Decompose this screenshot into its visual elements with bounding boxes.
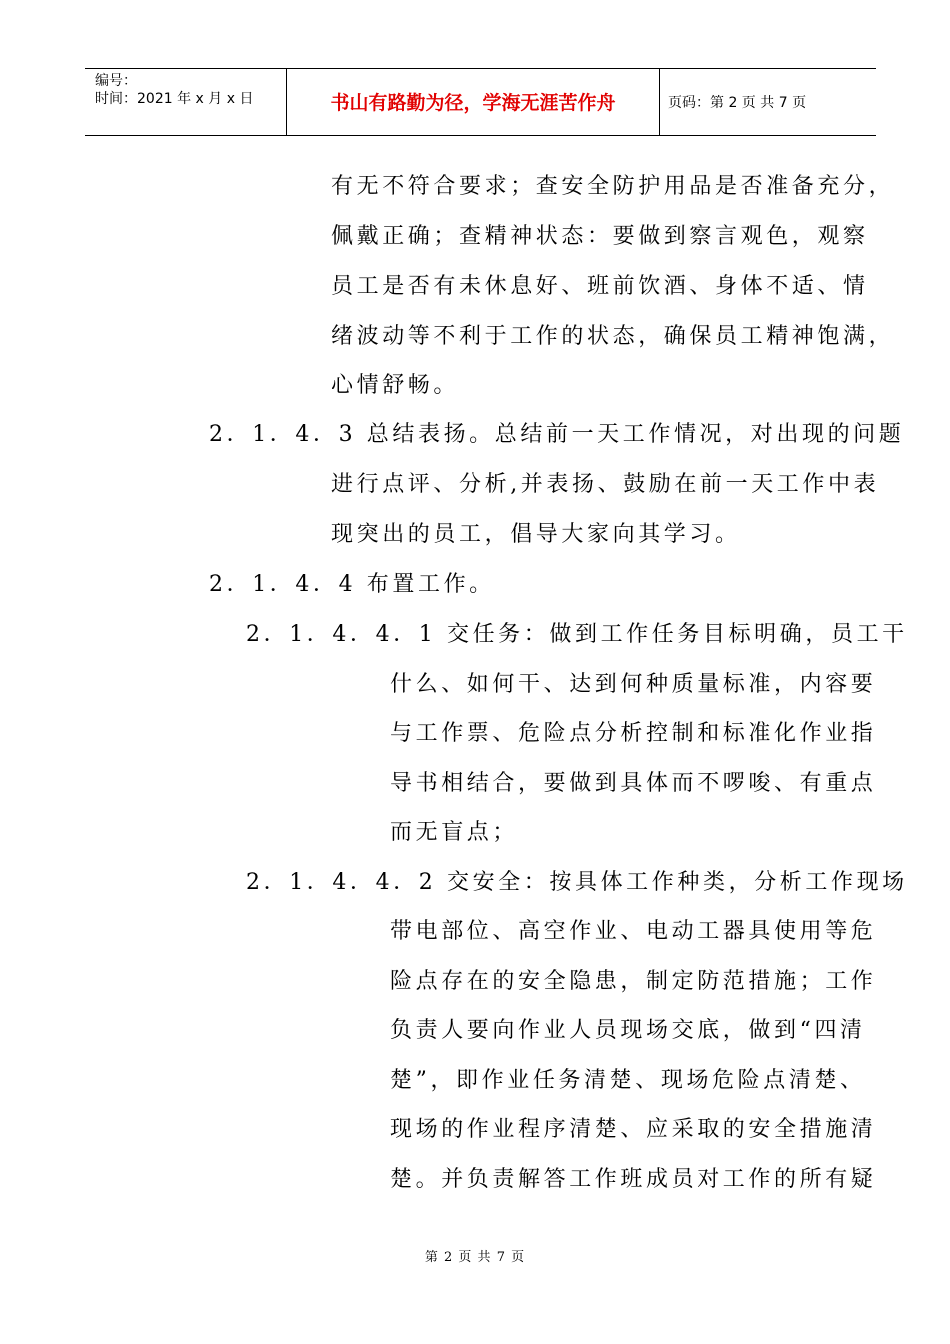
body-line: 导书相结合，要做到具体而不啰唆、有重点	[390, 771, 877, 796]
body-line: 心情舒畅。	[331, 373, 460, 398]
page-footer: 第 2 页 共 7 页	[424, 1250, 526, 1265]
section-heading-2-1-4-3: 2．1．4．3 总结表扬。总结前一天工作情况，对出现的问题	[209, 422, 905, 447]
header-meta-cell	[85, 69, 287, 135]
document-time-label: 时间：2021 年 x 月 x 日	[95, 91, 254, 107]
header-motto: 书山有路勤为径，学海无涯苦作舟	[287, 69, 660, 135]
document-header	[85, 68, 876, 136]
section-heading-2-1-4-4: 2．1．4．4 布置工作。	[209, 572, 495, 597]
body-line: 险点存在的安全隐患，制定防范措施；工作	[390, 969, 877, 994]
body-line: 现突出的员工，倡导大家向其学习。	[331, 522, 741, 547]
body-line: 进行点评、分析,并表扬、鼓励在前一天工作中表	[331, 472, 880, 497]
body-line: 与工作票、危险点分析控制和标准化作业指	[390, 721, 877, 746]
body-line: 楚”，即作业任务清楚、现场危险点清楚、	[390, 1068, 866, 1093]
body-line: 而无盲点；	[390, 820, 519, 845]
body-line: 楚。并负责解答工作班成员对工作的所有疑	[390, 1167, 877, 1192]
body-line: 负责人要向作业人员现场交底，做到“四清	[390, 1018, 866, 1043]
body-line: 带电部位、高空作业、电动工器具使用等危	[390, 919, 877, 944]
document-number-label: 编号：	[95, 73, 137, 89]
body-line: 员工是否有未休息好、班前饮酒、身体不适、情	[331, 274, 869, 299]
body-line: 绪波动等不利于工作的状态，确保员工精神饱满，	[331, 324, 895, 349]
section-heading-2-1-4-4-2: 2．1．4．4．2 交安全：按具体工作种类，分析工作现场	[246, 870, 908, 895]
body-line: 佩戴正确；查精神状态：要做到察言观色，观察	[331, 224, 869, 249]
section-heading-2-1-4-4-1: 2．1．4．4．1 交任务：做到工作任务目标明确，员工干	[246, 622, 908, 647]
header-page-label: 页码：第 2 页 共 7 页	[668, 95, 807, 111]
body-line: 现场的作业程序清楚、应采取的安全措施清	[390, 1117, 877, 1142]
body-line: 什么、如何干、达到何种质量标准，内容要	[390, 672, 877, 697]
body-line: 有无不符合要求；查安全防护用品是否准备充分，	[331, 174, 895, 199]
